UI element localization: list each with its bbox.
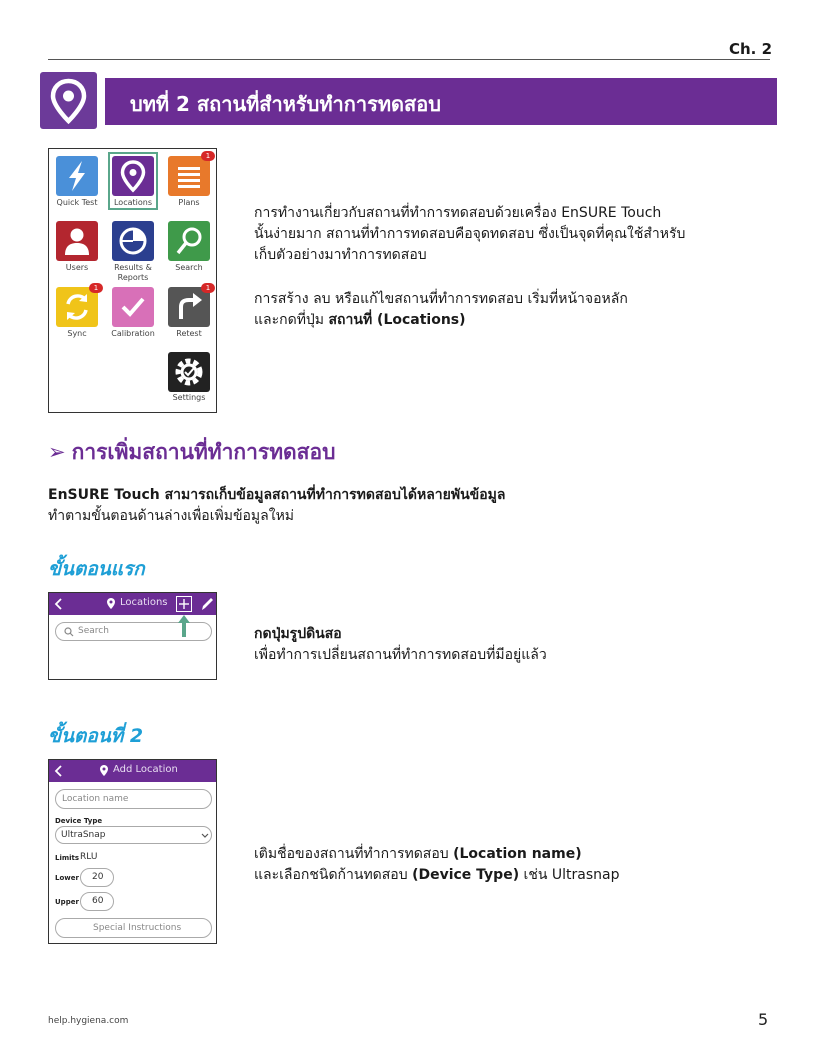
settings-label: Settings [172,393,206,402]
magnifier-icon [168,221,210,261]
step2-desc-bold-1: (Location name) [453,846,582,862]
intro-paragraph-1 [254,203,774,266]
home-screen-mock [48,148,217,413]
retest-tile[interactable] [168,287,210,327]
lower-value: 20 [92,872,104,882]
settings-tile[interactable] [168,352,210,392]
step2-desc-line-1 [254,844,774,865]
sync-icon [56,287,98,327]
chapter-label: Ch. 2 [729,40,773,58]
step2-desc-text-3: เช่น Ultrasnap [519,867,620,883]
user-icon [56,221,98,261]
arrow-bullet-icon: ➢ [48,440,66,464]
location-pin-icon [106,593,116,615]
chapter-title: บทที่ 2 สถานที่สำหรับทำการทดสอบ [130,92,441,116]
retest-label: Retest [176,329,202,338]
section-title [48,436,335,469]
page-number: 5 [758,1010,769,1029]
locations-header-bar [49,593,216,615]
special-instructions-placeholder: Special Instructions [93,923,182,933]
lightning-icon [56,156,98,196]
location-pin-icon [40,72,97,129]
upper-label: Upper [55,898,79,906]
locations-label: Locations [113,198,152,207]
location-pin-icon [99,760,109,782]
intro-line-5-bold: สถานที่ (Locations) [328,312,466,328]
intro-line-5 [254,310,774,331]
pencil-icon[interactable] [200,596,214,612]
intro-line-1: การทำงานเกี่ยวกับสถานที่ทำการทดสอบด้วยเครื่อง EnSURE Touch [254,205,662,221]
calibration-label: Calibration [111,329,155,338]
quick-test-tile[interactable] [56,156,98,196]
step1-title: ขั้นตอนแรก [48,558,145,580]
locations-screen-title: Locations [120,597,168,608]
plus-icon [177,597,191,611]
step1-desc-plain: เพื่อทำการเปลี่ยนสถานที่ทำการทดสอบที่มีอยู่แล้ว [254,647,547,663]
search-icon [64,627,74,637]
add-location-screen-title: Add Location [113,764,178,775]
step1-description [254,624,774,666]
section-title-text: การเพิ่มสถานที่ทำการทดสอบ [71,440,336,464]
add-button[interactable] [176,596,192,612]
retest-badge: 1 [201,283,215,293]
add-location-screen-mock [48,759,217,944]
step2-description [254,844,774,886]
back-chevron-icon[interactable] [53,593,65,615]
chevron-down-icon [201,833,209,839]
location-pin-icon [112,156,154,196]
step2-desc-line-2 [254,865,774,886]
calibration-tile[interactable] [112,287,154,327]
locations-tile[interactable] [112,156,154,196]
intro-line-2: นั้นง่ายมาก สถานที่ทำการทดสอบคือจุดทดสอบ ซึ่งเป็นจุดที่คุณใช้สำหรับ [254,226,686,242]
search-label: Search [175,263,203,272]
section-lead-plain: ทำตามขั้นตอนด้านล่างเพื่อเพิ่มข้อมูลใหม่ [48,508,295,524]
add-location-header-bar [49,760,216,782]
intro-line-4: การสร้าง ลบ หรือแก้ไขสถานที่ทำการทดสอบ เริ่มที่หน้าจอหลัก [254,291,628,307]
step2-title: ขั้นตอนที่ 2 [48,725,144,747]
results-reports-label: Results & Reports [114,263,152,282]
limits-unit: RLU [80,852,98,862]
back-chevron-icon[interactable] [53,760,65,782]
upper-value: 60 [92,896,104,906]
search-placeholder: Search [78,626,109,636]
intro-line-5-text: และกดที่ปุ่ม [254,312,329,328]
retest-arrow-icon [168,287,210,327]
intro-line-3: เก็บตัวอย่างมาทำการทดสอบ [254,247,427,263]
sync-badge: 1 [89,283,103,293]
section-lead-bold: EnSURE Touch สามารถเก็บข้อมูลสถานที่ทำการทดสอบได้หลายพันข้อมูล [48,487,506,503]
search-tile[interactable] [168,221,210,261]
header-rule [48,59,770,60]
users-label: Users [65,263,89,272]
gear-icon [168,352,210,392]
device-type-value: UltraSnap [61,830,106,840]
quick-test-label: Quick Test [56,198,98,207]
plans-tile[interactable] [168,156,210,196]
plans-label: Plans [178,198,200,207]
check-icon [112,287,154,327]
location-name-placeholder: Location name [62,794,129,804]
step2-desc-bold-2: (Device Type) [412,867,520,883]
lower-label: Lower [55,874,79,882]
chapter-icon-box [40,72,97,129]
up-arrow-indicator-icon [177,614,191,638]
pie-chart-icon [112,221,154,261]
list-icon [168,156,210,196]
step2-desc-text-1: เติมชื่อของสถานที่ทำการทดสอบ [254,846,454,862]
sync-label: Sync [67,329,87,338]
results-reports-tile[interactable] [112,221,154,261]
step2-desc-text-2: และเลือกชนิดก้านทดสอบ [254,867,413,883]
section-lead [48,485,768,527]
step1-desc-bold: กดปุ่มรูปดินสอ [254,626,342,642]
users-tile[interactable] [56,221,98,261]
sync-tile[interactable] [56,287,98,327]
device-type-label: Device Type [55,817,103,825]
footer-url[interactable]: help.hygiena.com [48,1016,129,1026]
plans-badge: 1 [201,151,215,161]
intro-paragraph-2 [254,289,774,331]
locations-screen-mock [48,592,217,680]
limits-label: Limits [55,854,80,862]
